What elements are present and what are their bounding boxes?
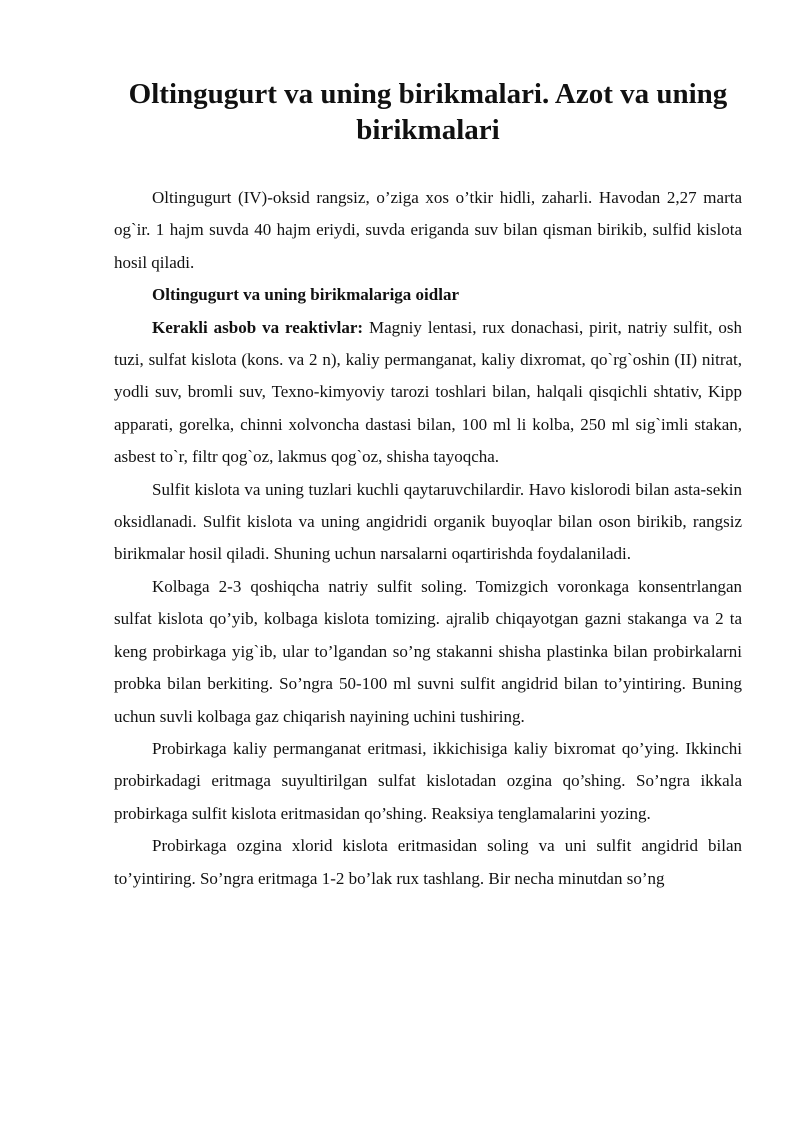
sulfit-paragraph: Sulfit kislota va uning tuzlari kuchli qaytaruvchilardir. Havo kislorodi bilan asta-sekin oksidlanadi. Sulfit kislota va uning angidridi organik buyoqlar bilan oson birikib, rangsiz birikmalar hosil qiladi. Shuning uchun narsalarni oqartirishda foydalaniladi. <box>114 479 742 564</box>
equipment-label: Kerakli asbob va reaktivlar: <box>152 317 364 337</box>
permanganat-paragraph: Probirkaga kaliy permanganat eritmasi, ikkichisiga kaliy bixromat qo’ying. Ikkinchi probirkadagi eritmaga suyultirilgan sulfat kislotadan ozgina qo’shing. So’ngra ikkala probirkaga sulfit kislota eritmasidan qo’shing. Reaksiya tenglamalarini yozing. <box>114 738 742 823</box>
kolba-paragraph: Kolbaga 2-3 qoshiqcha natriy sulfit soling. Tomizgich voronkaga konsentrlangan sulfat kislota qo’yib, kolbaga kislota tomizing. ajralib chiqayotgan gazni stakanga va 2 ta keng probirkaga yig`ib, ular to’lgandan so’ng stakanni shisha plastinka bilan probirkalarni probka bilan berkiting. So’ngra 50-100 ml suvni sulfit angidrid bilan to’yintiring. Buning uchun suvli kolbaga gaz chiqarish nayining uchini tushiring. <box>114 576 742 726</box>
document-title: Oltingugurt va uning birikmalari. Azot va uning birikmalari <box>128 78 728 146</box>
document-page <box>114 76 742 895</box>
equipment-text: Magniy lentasi, rux donachasi, pirit, natriy sulfit, osh tuzi, sulfat kislota (kons. va 2 n), kaliy permanganat, kaliy dixromat, qo`rg`oshin (II) nitrat, yodli suv, bromli suv, Texno-kimyoviy tarozi toshlari bilan, halqali qisqichli shtativ, Kipp apparati, gorelka, chinni xolvoncha dastasi bilan, 100 ml li kolba, 250 ml sig`imli stakan, asbest to`r, filtr qog`oz, lakmus qog`oz, shisha tayoqcha. <box>114 317 742 467</box>
intro-paragraph: Oltingugurt (IV)-oksid rangsiz, o’ziga xos o’tkir hidli, zaharli. Havodan 2,27 marta og`ir. 1 hajm suvda 40 hajm eriydi, suvda eriganda suv bilan qisman birikib, sulfid kislota hosil qiladi. <box>114 188 742 272</box>
xlorid-paragraph: Probirkaga ozgina xlorid kislota eritmasidan soling va uni sulfit angidrid bilan to’yintiring. So’ngra eritmaga 1-2 bo’lak rux tashlang. Bir necha minutdan so’ng <box>114 836 742 888</box>
equipment-paragraph <box>114 312 742 474</box>
section-heading: Oltingugurt va uning birikmalariga oidlar <box>152 285 459 305</box>
